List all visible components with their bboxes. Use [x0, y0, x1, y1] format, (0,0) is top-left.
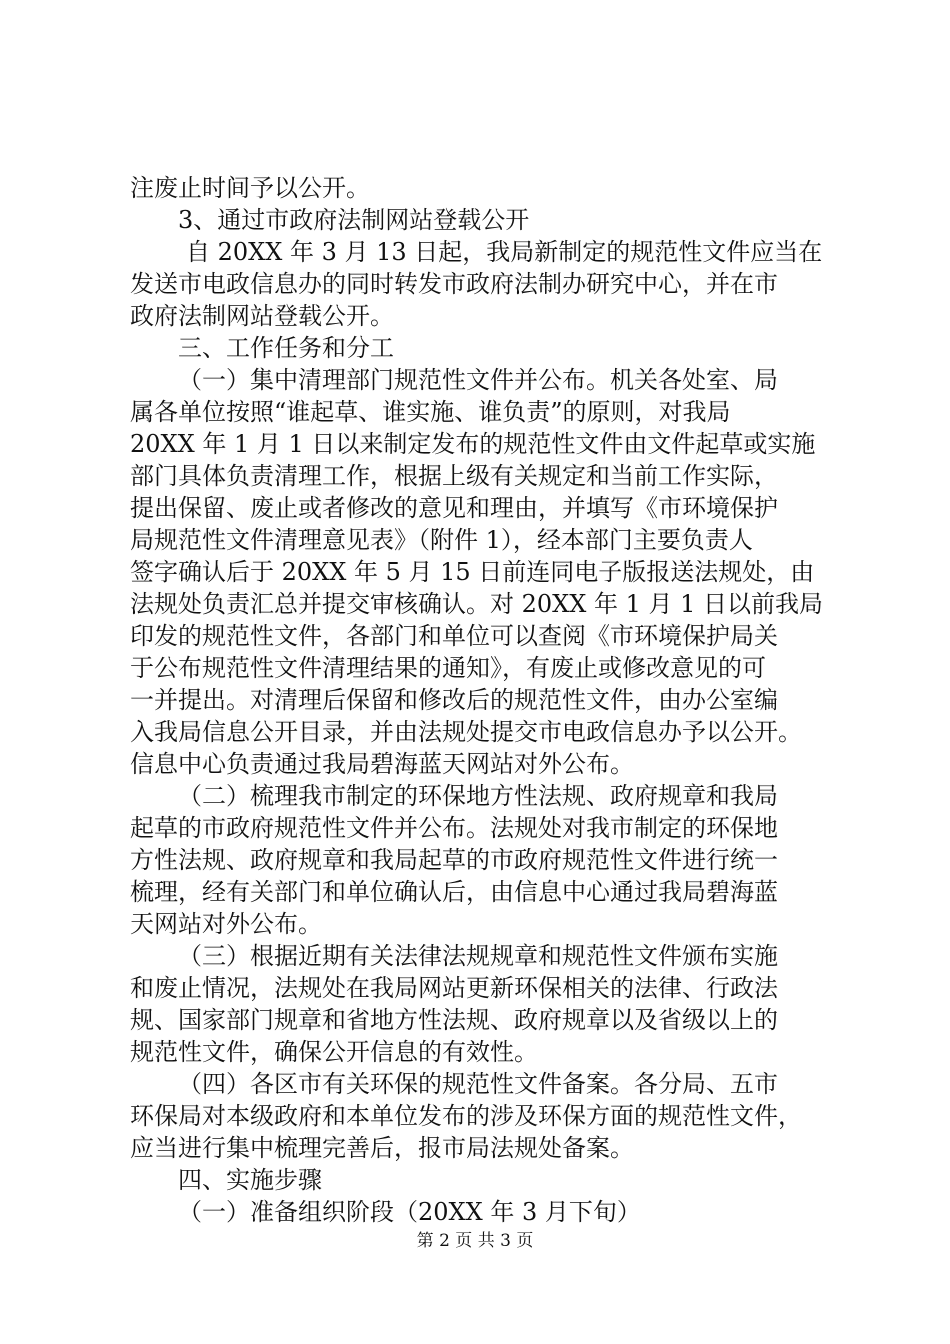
- text-line: 发送市电政信息办的同时转发市政府法制办研究中心，并在市: [130, 270, 778, 298]
- text-line: （一）准备组织阶段（20XX 年 3 月下旬）: [178, 1198, 641, 1226]
- text-line: 局规范性文件清理意见表》（附件 1），经本部门主要负责人: [130, 526, 753, 554]
- text-line: 信息中心负责通过我局碧海蓝天网站对外公布。: [130, 750, 634, 778]
- text-line: 梳理，经有关部门和单位确认后，由信息中心通过我局碧海蓝: [130, 878, 778, 906]
- text-line: 规、国家部门规章和省地方性法规、政府规章以及省级以上的: [130, 1006, 778, 1034]
- text-line: 提出保留、废止或者修改的意见和理由，并填写《市环境保护: [130, 494, 778, 522]
- text-line: 环保局对本级政府和本单位发布的涉及环保方面的规范性文件，: [130, 1102, 802, 1130]
- text-line: 应当进行集中梳理完善后，报市局法规处备案。: [130, 1134, 634, 1162]
- text-line: 一并提出。对清理后保留和修改后的规范性文件，由办公室编: [130, 686, 778, 714]
- text-line: 20XX 年 1 月 1 日以来制定发布的规范性文件由文件起草或实施: [130, 430, 816, 458]
- text-line: 签字确认后于 20XX 年 5 月 15 日前连同电子版报送法规处，由: [130, 558, 815, 586]
- text-line: 天网站对外公布。: [130, 910, 322, 938]
- section-heading: 三、工作任务和分工: [178, 334, 394, 362]
- text-line: 印发的规范性文件，各部门和单位可以查阅《市环境保护局关: [130, 622, 778, 650]
- text-line: （一）集中清理部门规范性文件并公布。机关各处室、局: [178, 366, 778, 394]
- text-line: 入我局信息公开目录，并由法规处提交市电政信息办予以公开。: [130, 718, 802, 746]
- text-line: 政府法制网站登载公开。: [130, 302, 394, 330]
- text-line: 于公布规范性文件清理结果的通知》，有废止或修改意见的可: [130, 654, 766, 682]
- section-heading: 四、实施步骤: [178, 1166, 322, 1194]
- text-line: 方性法规、政府规章和我局起草的市政府规范性文件进行统一: [130, 846, 778, 874]
- text-line: （四）各区市有关环保的规范性文件备案。各分局、五市: [178, 1070, 778, 1098]
- section-heading: 3、通过市政府法制网站登载公开: [178, 206, 530, 234]
- text-line: 法规处负责汇总并提交审核确认。对 20XX 年 1 月 1 日以前我局: [130, 590, 824, 618]
- text-line: 自 20XX 年 3 月 13 日起，我局新制定的规范性文件应当在: [186, 238, 823, 266]
- text-line: 部门具体负责清理工作，根据上级有关规定和当前工作实际，: [130, 462, 778, 490]
- text-line: 注废止时间予以公开。: [130, 174, 370, 202]
- page-number-footer: 第 2 页 共 3 页: [416, 1231, 534, 1251]
- text-line: （二）梳理我市制定的环保地方性法规、政府规章和我局: [178, 782, 778, 810]
- text-line: 和废止情况，法规处在我局网站更新环保相关的法律、行政法: [130, 974, 778, 1002]
- text-line: 起草的市政府规范性文件并公布。法规处对我市制定的环保地: [130, 814, 778, 842]
- text-line: 规范性文件，确保公开信息的有效性。: [130, 1038, 538, 1066]
- text-line: 属各单位按照“谁起草、谁实施、谁负责”的原则，对我局: [130, 398, 731, 426]
- text-line: （三）根据近期有关法律法规规章和规范性文件颁布实施: [178, 942, 778, 970]
